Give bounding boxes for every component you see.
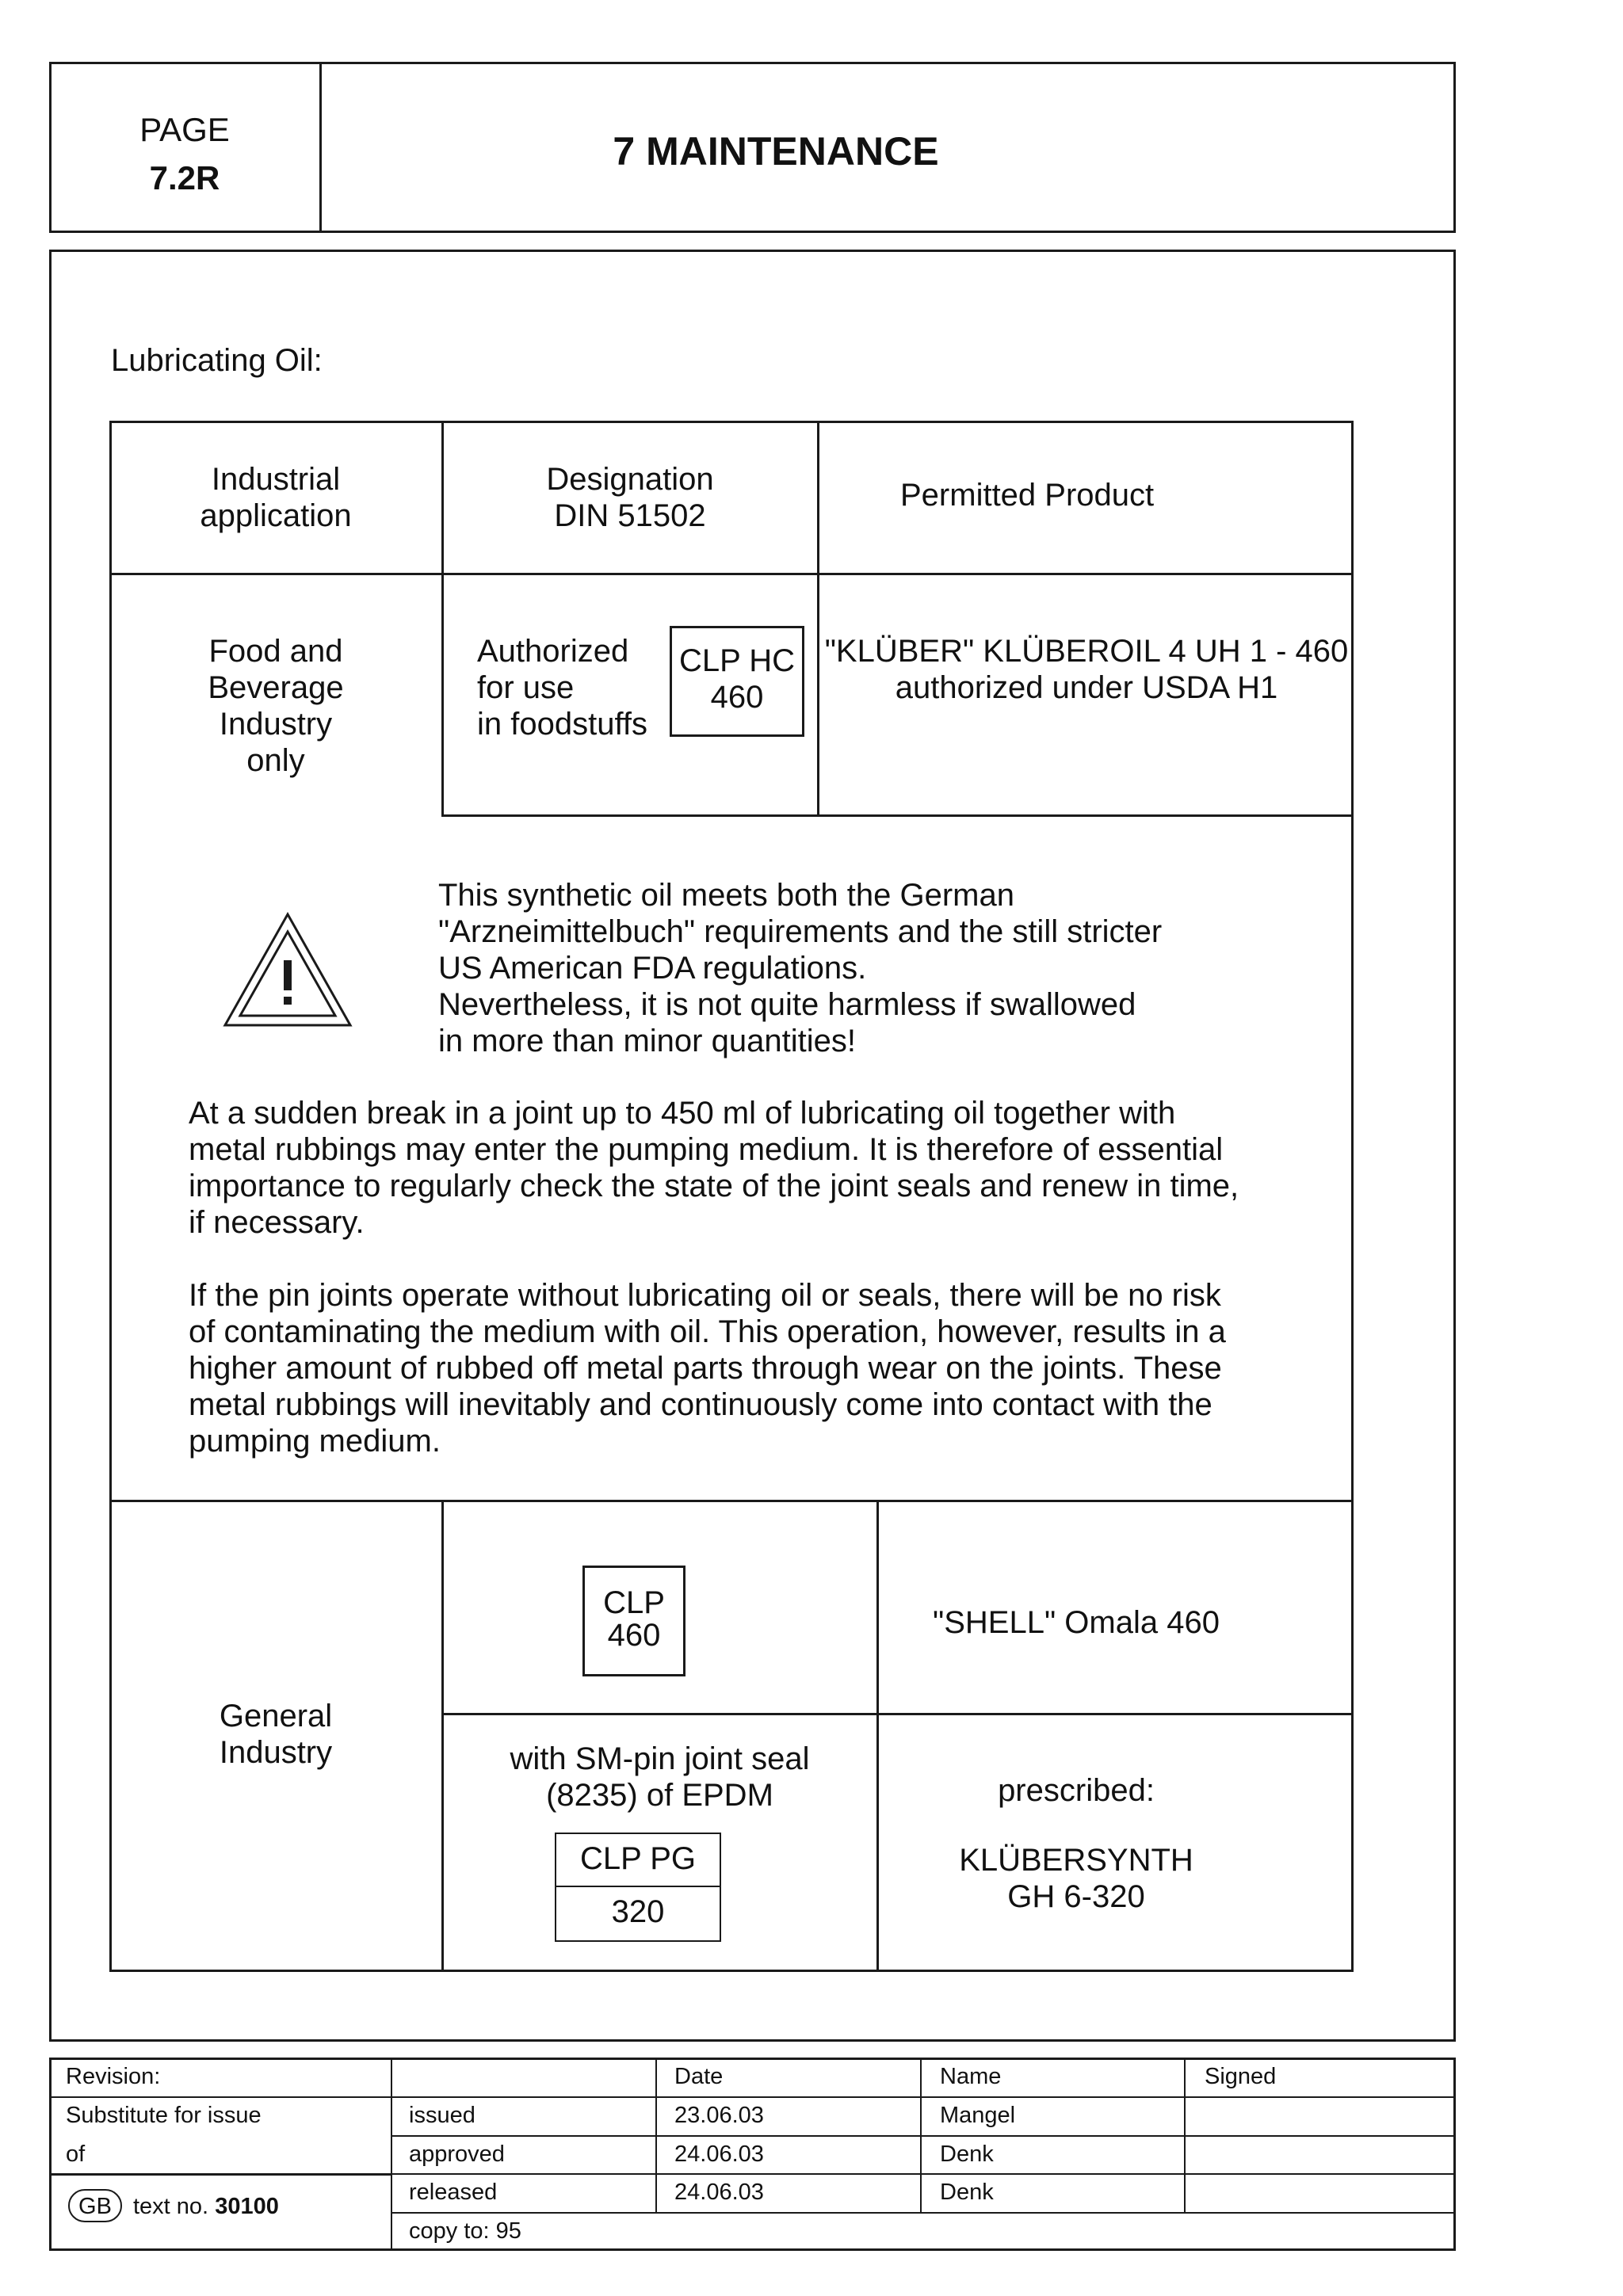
- warning-text: [438, 877, 1162, 1059]
- header-industrial-line-1: Industrial: [211, 462, 341, 497]
- paragraph2-line-4: metal rubbings will inevitably and continuously come into contact with the: [189, 1387, 1212, 1422]
- food-application-line-3: Industry: [219, 707, 333, 742]
- issued-date: 23.06.03: [674, 2103, 764, 2128]
- text-block-bottom: [109, 1500, 1354, 1502]
- paragraph2-line-1: If the pin joints operate without lubricating oil or seals, there will be no risk: [189, 1278, 1221, 1313]
- gb-language-badge: [68, 2189, 122, 2222]
- food-application-line-4: only: [246, 743, 305, 778]
- warning-line-3: US American FDA regulations.: [438, 951, 867, 986]
- warning-line-1: This synthetic oil meets both the German: [438, 878, 1014, 913]
- food-application: [109, 633, 442, 779]
- clp-value: 460: [607, 1618, 661, 1653]
- food-product: [819, 633, 1354, 706]
- warning-triangle-icon: [222, 911, 353, 1028]
- clp-pg-label: CLP PG: [580, 1841, 696, 1876]
- text-no-label: text no.: [133, 2194, 209, 2219]
- footer-row-line-3: [391, 2173, 1456, 2175]
- header-permitted-product: Permitted Product: [900, 478, 1155, 513]
- page-number: 7.2R: [149, 159, 220, 196]
- header-industrial-application: [109, 461, 442, 534]
- footer-left-split: [49, 2173, 391, 2176]
- approved-name: Denk: [940, 2142, 994, 2167]
- food-product-line-2: authorized under USDA H1: [895, 670, 1278, 705]
- shell-product: "SHELL" Omala 460: [933, 1605, 1220, 1640]
- seal-text-line-2: (8235) of EPDM: [546, 1778, 773, 1813]
- footer-col-4: [1184, 2058, 1186, 2212]
- klubersynth-line-2: GH 6-320: [1007, 1879, 1145, 1914]
- text-no-value: 30100: [215, 2194, 279, 2219]
- clp-460-box: [582, 1566, 685, 1676]
- page-label: PAGE: [139, 111, 230, 148]
- released-status: released: [409, 2180, 498, 2205]
- gb-badge-text: GB: [78, 2194, 112, 2219]
- warning-line-5: in more than minor quantities!: [438, 1024, 856, 1058]
- prescribed-label: prescribed:: [998, 1773, 1155, 1808]
- signed-header: Signed: [1205, 2064, 1277, 2089]
- paragraph2-line-3: higher amount of rubbed off metal parts through wear on the joints. These: [189, 1351, 1222, 1386]
- substitute-label: Substitute for issue: [66, 2103, 262, 2128]
- header-designation: [442, 461, 818, 534]
- header-designation-line-1: Designation: [546, 462, 714, 497]
- footer-row-line-1: [49, 2096, 1456, 2098]
- approved-status: approved: [409, 2142, 505, 2167]
- clp-hc-label: CLP HC: [679, 643, 795, 678]
- approved-date: 24.06.03: [674, 2142, 764, 2167]
- copy-to: copy to: 95: [409, 2218, 521, 2244]
- revision-label: Revision:: [66, 2064, 161, 2089]
- footer-row-line-4: [391, 2212, 1456, 2214]
- chapter-title: 7 MAINTENANCE: [613, 129, 939, 174]
- food-designation-text: [477, 633, 647, 742]
- general-application-line-2: Industry: [219, 1735, 333, 1770]
- paragraph-no-oil: [189, 1277, 1226, 1459]
- text-no: [133, 2193, 279, 2220]
- header-designation-line-2: DIN 51502: [554, 498, 706, 533]
- paragraph2-line-5: pumping medium.: [189, 1424, 441, 1459]
- seal-text: [442, 1741, 877, 1814]
- food-row-bottom: [441, 814, 1354, 817]
- date-header: Date: [674, 2064, 724, 2089]
- paragraph1-line-4: if necessary.: [189, 1205, 365, 1240]
- footer-col-3: [920, 2058, 922, 2212]
- of-label: of: [66, 2142, 86, 2167]
- clp-label: CLP: [603, 1585, 665, 1620]
- issued-status: issued: [409, 2103, 475, 2128]
- clp-hc-460-box: [670, 626, 804, 737]
- food-designation-line-1: Authorized: [477, 634, 629, 669]
- footer-col-1: [391, 2058, 392, 2251]
- warning-line-2: "Arzneimittelbuch" requirements and the still stricter: [438, 914, 1163, 949]
- paragraph1-line-3: importance to regularly check the state of the joint seals and renew in time,: [189, 1169, 1239, 1203]
- released-date: 24.06.03: [674, 2180, 764, 2205]
- paragraph-joint-break: [189, 1095, 1239, 1241]
- paragraph1-line-1: At a sudden break in a joint up to 450 ml of lubricating oil together with: [189, 1096, 1176, 1131]
- header-row-bottom: [109, 573, 1354, 575]
- name-header: Name: [940, 2064, 1002, 2089]
- general-application: [109, 1698, 442, 1771]
- food-application-line-1: Food and: [208, 634, 343, 669]
- food-product-line-1: "KLÜBER" KLÜBEROIL 4 UH 1 - 460: [824, 634, 1349, 669]
- clp-pg-divider: [555, 1886, 721, 1887]
- footer-col-2: [655, 2058, 657, 2212]
- general-row-split: [441, 1713, 1354, 1715]
- klubersynth-line-1: KLÜBERSYNTH: [959, 1843, 1193, 1878]
- food-application-line-2: Beverage: [208, 670, 344, 705]
- paragraph2-line-2: of contaminating the medium with oil. This operation, however, results in a: [189, 1314, 1226, 1349]
- header-industrial-line-2: application: [200, 498, 352, 533]
- food-designation-line-3: in foodstuffs: [477, 707, 647, 742]
- clp-pg-value: 320: [611, 1894, 665, 1929]
- footer-row-line-2: [391, 2135, 1456, 2137]
- general-application-line-1: General: [219, 1699, 333, 1733]
- klubersynth-product: [878, 1842, 1274, 1915]
- seal-text-line-1: with SM-pin joint seal: [510, 1741, 810, 1776]
- paragraph1-line-2: metal rubbings may enter the pumping medium. It is therefore of essential: [189, 1132, 1224, 1167]
- released-name: Denk: [940, 2180, 994, 2205]
- clp-hc-value: 460: [710, 680, 764, 715]
- warning-line-4: Nevertheless, it is not quite harmless if swallowed: [438, 987, 1136, 1022]
- section-title: Lubricating Oil:: [111, 343, 323, 378]
- issued-name: Mangel: [940, 2103, 1016, 2128]
- food-designation-line-2: for use: [477, 670, 575, 705]
